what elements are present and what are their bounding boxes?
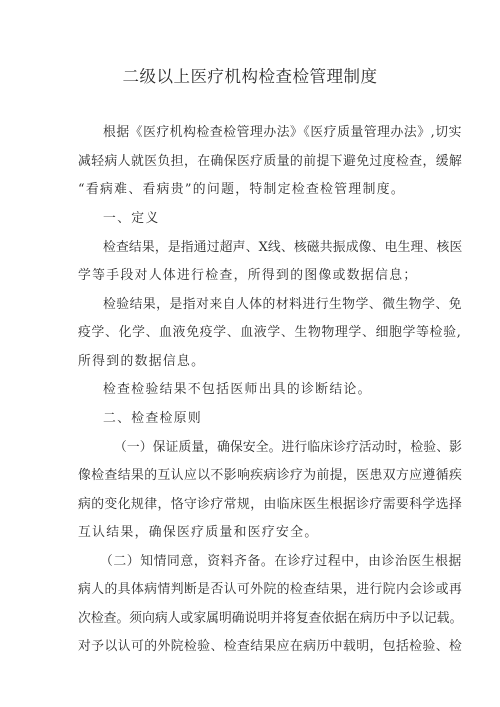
section-heading: 二、检查检原则 [103,411,203,426]
paragraph-line: 检查检验结果不包括医师出具的诊断结论。 [103,382,372,397]
paragraph-line: 检查结果，是指通过超声、X线、核磁共振成像、电生理、核医 [103,240,463,255]
paragraph-line: 对予以认可的外院检验、检查结果应在病历中载明，包括检验、检 [78,639,463,654]
paragraph-line: 减轻病人就医负担，在确保医疗质量的前提下避免过度检查，缓解 [78,154,463,169]
paragraph-line: （一）保证质量，确保安全。进行临床诊疗活动时，检验、影 [114,440,462,455]
paragraph-line: 病的变化规律，恪守诊疗常规，由临床医生根据诊疗需要科学选择 [78,497,463,512]
document-title: 二级以上医疗机构检查检管理制度 [122,67,378,86]
paragraph-line: 学等手段对人体进行检查，所得到的图像或数据信息； [78,268,418,283]
paragraph-line: （二）知情同意，资料齐备。在诊疗过程中，由诊治医生根据 [100,554,462,569]
paragraph-line: 检验结果，是指对来自人体的材料进行生物学、微生物学、免 [103,297,462,312]
paragraph-line: 疫学、化学、血液免疫学、血液学、生物物理学、细胞学等检验, [78,325,462,340]
paragraph-line: 像检查结果的互认应以不影响疾病诊疗为前提，医患双方应遵循疾 [78,468,463,483]
paragraph-line: 次检查。须向病人或家属明确说明并将复查依据在病历中予以记载。 [78,611,463,626]
paragraph-line: 根据《医疗机构检查检管理办法》《医疗质量管理办法》,切实 [103,125,462,140]
paragraph-line: 病人的具体病情判断是否认可外院的检查结果，进行院内会诊或再 [78,582,463,597]
section-heading: 一、定义 [103,211,160,226]
paragraph-line: “看病难、看病贵”的问题，特制定检查检管理制度。 [78,182,406,197]
paragraph-line: 所得到的数据信息。 [78,354,206,369]
paragraph-line: 互认结果，确保医疗质量和医疗安全。 [78,525,319,540]
